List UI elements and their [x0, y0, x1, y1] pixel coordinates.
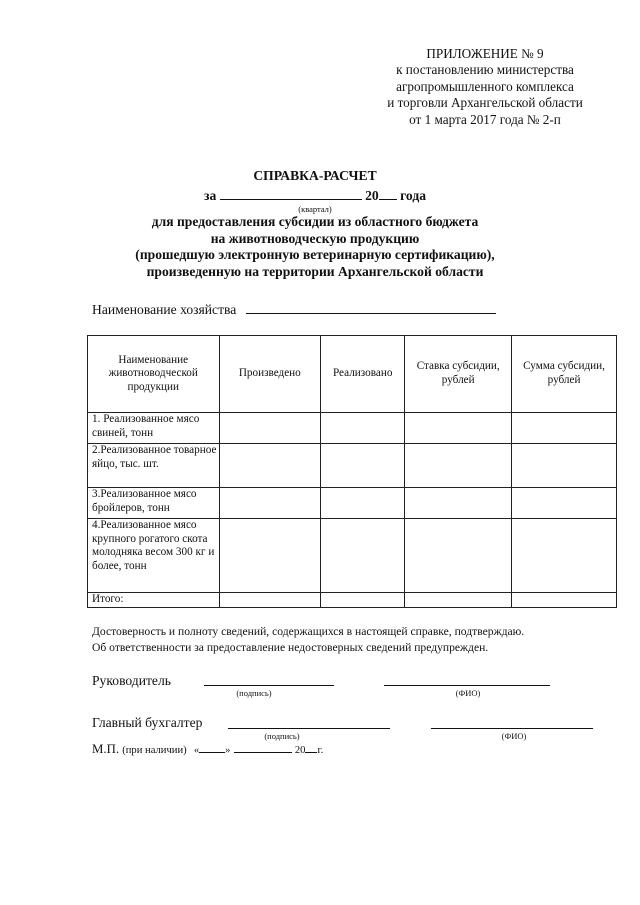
document-title-block: [80, 168, 550, 280]
header-produced: Произведено: [219, 336, 321, 413]
confirmation-line: Об ответственности за предоставление недостоверных сведений предупрежден.: [92, 641, 489, 654]
date-year-blank: [305, 742, 317, 753]
appendix-line: агропромышленного комплекса: [396, 78, 574, 94]
head-signature-line: [204, 685, 334, 686]
date-year-suffix: г.: [317, 745, 324, 756]
cell-sum: [512, 593, 617, 608]
cell-rate: [405, 444, 512, 488]
date-year-prefix: 20: [294, 745, 306, 756]
accountant-fio-line: [431, 728, 593, 729]
stamp-date-row: [92, 742, 323, 757]
cell-sold: [321, 519, 405, 593]
period-year-word: года: [400, 187, 426, 203]
document-title: СПРАВКА-РАСЧЕТ: [253, 168, 377, 183]
cell-produced: [219, 593, 321, 608]
cell-sold: [321, 593, 405, 608]
cell-sold: [321, 413, 405, 444]
cell-sold: [321, 444, 405, 488]
cell-rate: [405, 519, 512, 593]
table-row: [88, 488, 617, 519]
cell-sum: [512, 488, 617, 519]
cell-sum: [512, 444, 617, 488]
accountant-fio-caption: (ФИО): [501, 731, 527, 741]
row-product-name: 1. Реализованное мясо свиней, тонн: [88, 413, 220, 444]
cell-rate: [405, 488, 512, 519]
period-za: за: [204, 187, 217, 203]
farm-name-blank: [246, 301, 496, 314]
row-product-name: 4.Реализованное мясо крупного рогатого скота молодняка весом 300 кг и более, тонн: [88, 519, 220, 593]
appendix-line: от 1 марта 2017 года № 2-п: [409, 111, 561, 127]
cell-produced: [219, 413, 321, 444]
date-day-blank: [199, 742, 225, 753]
title-line: произведенную на территории Архангельской области: [146, 263, 484, 279]
cell-produced: [219, 488, 321, 519]
cell-produced: [219, 444, 321, 488]
cell-sum: [512, 519, 617, 593]
accountant-signature-caption: (подпись): [264, 731, 300, 741]
table-header-row: [88, 336, 617, 413]
head-signature-caption: (подпись): [236, 688, 272, 698]
farm-name-row: [92, 301, 496, 318]
title-line: для предоставления субсидии из областного бюджета: [151, 214, 479, 229]
table-row: [88, 413, 617, 444]
accountant-label: Главный бухгалтер: [92, 715, 203, 730]
confirmation-line: Достоверность и полноту сведений, содержащихся в настоящей справке, подтверждаю.: [92, 625, 525, 638]
date-open-quote: «: [193, 745, 200, 756]
appendix-line: ПРИЛОЖЕНИЕ № 9: [426, 46, 544, 61]
head-fio-line: [384, 685, 550, 686]
title-line: на животноводческую продукцию: [210, 230, 420, 246]
period-row: [80, 186, 550, 205]
table-total-row: [88, 593, 617, 608]
table-row: [88, 444, 617, 488]
stamp-mp: М.П.: [92, 742, 120, 756]
appendix-line: к постановлению министерства: [396, 62, 574, 78]
cell-sum: [512, 413, 617, 444]
head-fio-caption: (ФИО): [455, 688, 481, 698]
cell-rate: [405, 593, 512, 608]
table-row: [88, 519, 617, 593]
row-product-name: 2.Реализованное товарное яйцо, тыс. шт.: [88, 444, 220, 488]
cell-produced: [219, 519, 321, 593]
date-close-quote: »: [225, 745, 231, 756]
cell-sold: [321, 488, 405, 519]
appendix-line: и торговли Архангельской области: [387, 95, 583, 111]
cell-rate: [405, 413, 512, 444]
subsidy-table: [87, 335, 617, 608]
accountant-signature-line: [228, 728, 390, 729]
quarter-caption: (квартал): [298, 204, 332, 214]
row-product-name: 3.Реализованное мясо бройлеров, тонн: [88, 488, 220, 519]
row-total-label: Итого:: [88, 593, 220, 608]
head-label: Руководитель: [92, 673, 171, 688]
header-product: Наименование животноводческой продукции: [88, 336, 220, 413]
appendix-block: [360, 46, 610, 128]
stamp-if-any: (при наличии): [122, 745, 187, 756]
year-blank: [379, 186, 397, 200]
date-month-blank: [234, 742, 292, 753]
header-sum: Сумма субсидии, рублей: [512, 336, 617, 413]
period-year-prefix: 20: [365, 187, 379, 203]
header-sold: Реализовано: [321, 336, 405, 413]
header-rate: Ставка субсидии, рублей: [405, 336, 512, 413]
title-line: (прошедшую электронную ветеринарную сертификацию),: [135, 247, 495, 262]
farm-name-label: Наименование хозяйства: [92, 302, 237, 317]
confirmation-text: [92, 624, 612, 656]
quarter-blank: [220, 186, 362, 200]
